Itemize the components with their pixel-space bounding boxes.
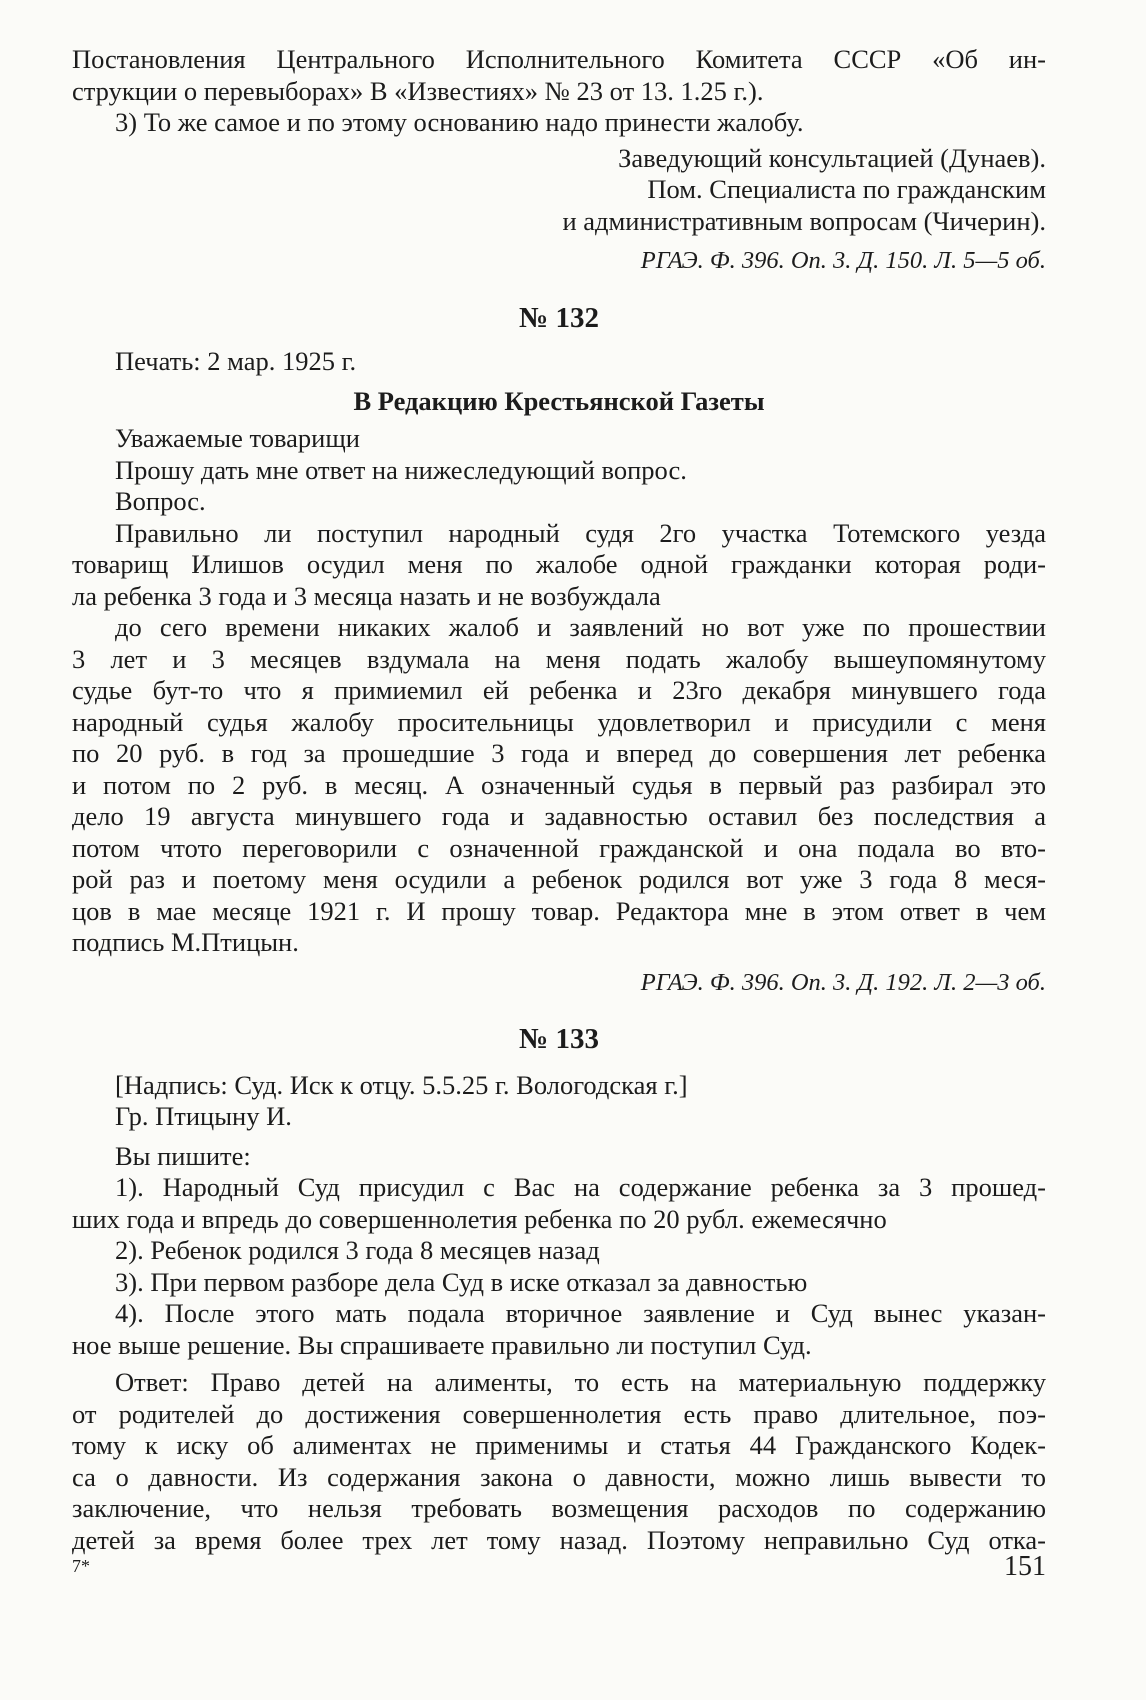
text-line: Постановления Центрального Исполнительного Комитета СССР «Об ин-: [72, 44, 1046, 74]
text-line: товарищ Илишов осудил меня по жалобе одной гражданки которая роди-: [72, 549, 1046, 579]
addressee: Гр. Птицыну И.: [115, 1101, 292, 1131]
letter-paragraph-1: [72, 518, 1046, 613]
text-line: заключение, что нельзя требовать возмещения расходов по содержанию: [72, 1493, 1046, 1523]
page-number: 151: [1004, 1551, 1046, 1582]
letter-heading: В Редакцию Крестьянской Газеты: [353, 385, 765, 416]
text-line: потом чтото переговорили с означенной гражданской и она подала во вто-: [72, 832, 1046, 863]
text-line: судье бут-то что я примиемил ей ребенка и 23го декабря минувшего года: [72, 675, 1046, 705]
text-line: ла ребенка 3 года и 3 месяца назать и не возбуждала: [72, 580, 661, 611]
greeting: Уважаемые товарищи: [115, 423, 360, 453]
signature-line: Заведующий консультацией (Дунаев).: [618, 142, 1046, 173]
archive-citation: РГАЭ. Ф. 396. Оп. 3. Д. 192. Л. 2—3 об.: [640, 968, 1046, 996]
request-line: Прошу дать мне ответ на нижеследующий вопрос.: [115, 454, 687, 485]
intro-line: Вы пишите:: [115, 1140, 251, 1171]
signature-line: Пом. Специалиста по гражданским: [647, 174, 1046, 204]
list-item: ное выше решение. Вы спрашиваете правильно ли поступил Суд.: [72, 1329, 812, 1360]
text-line: Правильно ли поступил народный судя 2го участка Тотемского уезда: [115, 517, 1046, 548]
text-line: детей за время более трех лет тому назад. Поэтому неправильно Суд отка-: [72, 1524, 1046, 1555]
stamp-note: Печать: 2 мар. 1925 г.: [115, 346, 357, 376]
text-line: 3) То же самое и по этому основанию надо принести жалобу.: [115, 107, 804, 137]
inscription-note: [Надпись: Суд. Иск к отцу. 5.5.25 г. Вологодская г.]: [115, 1069, 688, 1100]
signature-line: и административным вопросам (Чичерин).: [562, 205, 1046, 236]
document-number: № 133: [519, 1023, 599, 1055]
answer-paragraph: [72, 1367, 1046, 1556]
text-line: цов в мае месяце 1921 г. И прошу товар. Редактора мне в этом ответ в чем: [72, 895, 1046, 926]
letter-paragraph-2: [72, 612, 1046, 959]
text-line: и потом по 2 руб. в месяц. А означенный судья в первый раз разбирал это: [72, 769, 1046, 800]
text-line: струкции о перевыборах» В «Известиях» № 23 от 13. 1.25 г.).: [72, 75, 764, 106]
archive-citation: РГАЭ. Ф. 396. Оп. 3. Д. 150. Л. 5—5 об.: [640, 247, 1046, 274]
list-item: 4). После этого мать подала вторичное заявление и Суд вынес указан-: [115, 1298, 1046, 1328]
list-item: 2). Ребенок родился 3 года 8 месяцев назад: [115, 1235, 600, 1265]
text-line: по 20 руб. в год за прошедшие 3 года и вперед до совершения лет ребенка: [72, 738, 1046, 768]
text-line: до сего времени никаких жалоб и заявлений но вот уже по прошествии: [115, 612, 1046, 642]
document-number: № 132: [519, 301, 599, 334]
text-line: са о давности. Из содержания закона о давности, можно лишь вывести то: [72, 1461, 1046, 1492]
text-line: от родителей до достижения совершеннолетия есть право длительное, поэ-: [72, 1398, 1046, 1429]
question-label: Вопрос.: [115, 486, 206, 516]
text-line: народный судья жалобу просительницы удовлетворил и присудили с меня: [72, 706, 1046, 737]
list-item: 1). Народный Суд присудил с Вас на содержание ребенка за 3 прошед-: [115, 1172, 1046, 1202]
text-line: подпись М.Птицын.: [72, 927, 299, 957]
text-line: Ответ: Право детей на алименты, то есть на материальную поддержку: [115, 1367, 1046, 1397]
list-item: 3). При первом разборе дела Суд в иске отказал за давностью: [115, 1266, 808, 1297]
text-line: тому к иску об алиментах не применимы и статья 44 Гражданского Кодек-: [72, 1430, 1046, 1460]
text-line: дело 19 августа минувшего года и задавностью оставил без последствия а: [72, 801, 1046, 831]
signature-mark: 7*: [72, 1556, 90, 1576]
text-line: рой раз и поетому меня осудили а ребенок родился вот уже 3 года 8 меся-: [72, 864, 1046, 894]
list-item: ших года и впредь до совершеннолетия ребенка по 20 рубл. ежемесячно: [72, 1203, 887, 1234]
text-line: 3 лет и 3 месяцев вздумала на меня подать жалобу вышеупомянутому: [72, 643, 1046, 674]
